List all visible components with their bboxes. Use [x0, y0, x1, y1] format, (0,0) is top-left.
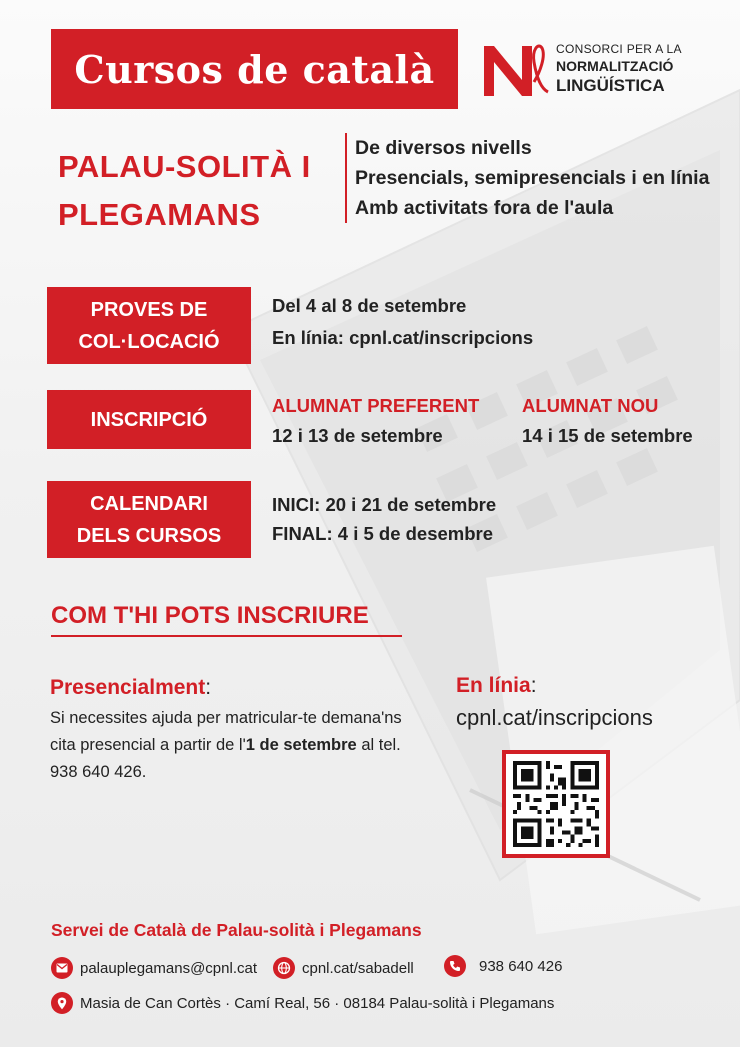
how-to-register-heading: COM T'HI POTS INSCRIURE — [51, 602, 369, 629]
inscripcio-label-box — [47, 390, 251, 449]
qr-code-icon — [513, 761, 599, 847]
presencial-text-2: al tel. 938 640 426. — [50, 736, 401, 781]
feature-item: Amb activitats fora de l'aula — [355, 197, 614, 219]
proves-online: En línia: cpnl.cat/inscripcions — [272, 327, 534, 348]
contact-phone[interactable] — [444, 955, 562, 977]
email-icon — [51, 957, 73, 979]
contact-email[interactable] — [51, 957, 257, 979]
feature-item: De diversos nivells — [355, 137, 532, 159]
email-text[interactable]: palauplegamans@cpnl.cat — [80, 959, 258, 977]
presencial-date: 1 de setembre — [245, 736, 357, 754]
proves-label-box — [47, 287, 251, 364]
inscripcio-label: INSCRIPCIÓ — [90, 408, 208, 431]
phone-icon — [444, 955, 466, 977]
online-colon: : — [530, 674, 537, 697]
qr-code[interactable] — [502, 750, 610, 858]
web-text[interactable]: cpnl.cat/sabadell — [302, 959, 414, 977]
course-start: INICI: 20 i 21 de setembre — [272, 494, 497, 515]
course-end: FINAL: 4 i 5 de desembre — [272, 523, 494, 544]
online-title: En línia — [456, 674, 531, 697]
address-text: Masia de Can Cortès · Camí Real, 56 · 08184 Palau-solità i Plegamans — [80, 994, 555, 1012]
alumnat-preferent-dates: 12 i 13 de setembre — [272, 425, 443, 446]
presencial-colon: : — [205, 676, 212, 699]
contact-address — [51, 992, 554, 1014]
alumnat-nou-dates: 14 i 15 de setembre — [522, 425, 693, 446]
page-title: Cursos de català — [51, 29, 458, 109]
alumnat-preferent-label: ALUMNAT PREFERENT — [272, 395, 480, 416]
town-line-2: PLEGAMANS — [58, 197, 261, 232]
service-name: Servei de Català de Palau-solità i Plegamans — [51, 920, 422, 940]
feature-item: Presencials, semipresencials i en línia — [355, 167, 710, 189]
town-line-1: PALAU-SOLITÀ I — [58, 149, 311, 184]
presencial-description — [50, 705, 410, 786]
presencial-title: Presencialment — [50, 676, 206, 699]
heading-underline — [51, 635, 402, 637]
calendari-label-box — [47, 481, 251, 558]
presencial-heading — [50, 676, 211, 700]
contact-web[interactable] — [273, 957, 414, 979]
proves-label-line-1: PROVES DE — [90, 298, 208, 321]
alumnat-nou-label: ALUMNAT NOU — [522, 395, 659, 416]
logo-line-2: NORMALITZACIÓ — [556, 58, 674, 74]
calendari-label-line-1: CALENDARI — [90, 492, 208, 515]
cpnl-logo — [482, 40, 702, 100]
calendari-label-line-2: DELS CURSOS — [76, 524, 222, 547]
presencial-text-1: Si necessites ajuda per matricular-te demana'ns cita presencial a partir de l' — [50, 709, 402, 754]
location-pin-icon — [51, 992, 73, 1014]
globe-icon — [273, 957, 295, 979]
cpnl-logo-icon — [482, 42, 552, 98]
online-url-link[interactable]: cpnl.cat/inscripcions — [456, 705, 653, 730]
logo-line-3: LINGÜÍSTICA — [556, 76, 665, 95]
logo-line-1: CONSORCI PER A LA — [556, 42, 682, 56]
online-heading — [456, 674, 537, 698]
features-list — [355, 133, 709, 223]
proves-label-line-2: COL·LOCACIÓ — [78, 330, 220, 353]
phone-text[interactable]: 938 640 426 — [479, 957, 563, 975]
town-name — [58, 143, 348, 239]
proves-dates: Del 4 al 8 de setembre — [272, 295, 467, 316]
divider — [345, 133, 347, 223]
